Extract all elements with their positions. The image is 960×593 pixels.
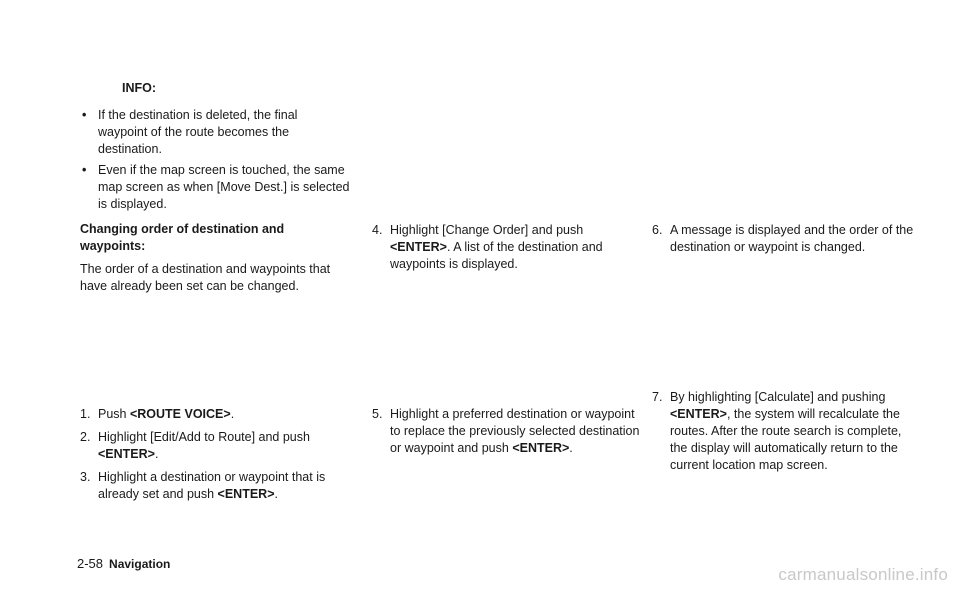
column-right-lower xyxy=(652,389,922,480)
step-item xyxy=(652,389,922,474)
step-key: <ENTER> xyxy=(98,447,155,461)
column-right xyxy=(652,222,922,262)
step-key: <ROUTE VOICE> xyxy=(129,407,231,421)
step-text: Highlight [Change Order] and push xyxy=(390,223,584,237)
step-text: Highlight a preferred destination or waypoint to replace the previously selected destination or waypoint and push xyxy=(390,407,640,455)
step-text-end: . xyxy=(154,447,159,461)
step-item xyxy=(372,406,642,457)
info-bullet xyxy=(80,162,350,213)
step-key: <ENTER> xyxy=(217,487,275,501)
step-number: 3. xyxy=(80,470,91,484)
step-text-end: . A list of the destination and waypoints is displayed. xyxy=(390,240,603,271)
step-number: 1. xyxy=(80,407,91,421)
step-item xyxy=(80,469,350,503)
info-heading: INFO: xyxy=(122,81,157,95)
page-footer xyxy=(77,555,170,573)
steps-left xyxy=(80,406,350,509)
step-text: Highlight a destination or waypoint that is already set and push xyxy=(98,470,326,501)
step-item xyxy=(80,429,350,463)
step-number: 2. xyxy=(80,430,91,444)
step-text: Highlight [Edit/Add to Route] and push xyxy=(98,430,310,444)
step-item xyxy=(652,222,922,256)
info-bullet-text: Even if the map screen is touched, the same map screen as when [Move Dest.] is selected is displayed. xyxy=(98,163,350,211)
bullet-dot-icon: • xyxy=(82,163,87,177)
info-bullet xyxy=(80,107,350,158)
step-key: <ENTER> xyxy=(512,441,570,455)
column-middle-lower xyxy=(372,406,642,463)
bullet-dot-icon: • xyxy=(82,108,87,122)
step-item xyxy=(80,406,350,423)
step-text: By highlighting [Calculate] and pushing xyxy=(670,390,886,404)
step-text-end: . xyxy=(569,441,573,455)
step-item xyxy=(372,222,642,273)
section-heading: Changing order of destination and waypoints: xyxy=(80,222,285,253)
step-text-end: . xyxy=(230,407,235,421)
page-number: 2-58 xyxy=(77,556,104,571)
section-intro: The order of a destination and waypoints that have already been set can be changed. xyxy=(80,262,331,293)
step-key: <ENTER> xyxy=(670,407,727,421)
step-number: 7. xyxy=(652,390,663,404)
section-name: Navigation xyxy=(109,557,171,571)
step-text: Push xyxy=(98,407,130,421)
step-number: 6. xyxy=(652,223,663,237)
step-text-end: . xyxy=(274,487,278,501)
step-key: <ENTER> xyxy=(390,240,447,254)
info-bullet-text: If the destination is deleted, the final waypoint of the route becomes the destination. xyxy=(98,108,298,156)
step-number: 4. xyxy=(372,223,383,237)
column-left xyxy=(80,80,350,295)
watermark: carmanualsonline.info xyxy=(778,565,948,584)
column-middle xyxy=(372,222,642,279)
step-text: A message is displayed and the order of the destination or waypoint is changed. xyxy=(670,223,914,254)
step-number: 5. xyxy=(372,407,383,421)
step-text-end: , the system will recalculate the routes. After the route search is complete, the display will automatically return to the current location map screen. xyxy=(670,407,902,472)
